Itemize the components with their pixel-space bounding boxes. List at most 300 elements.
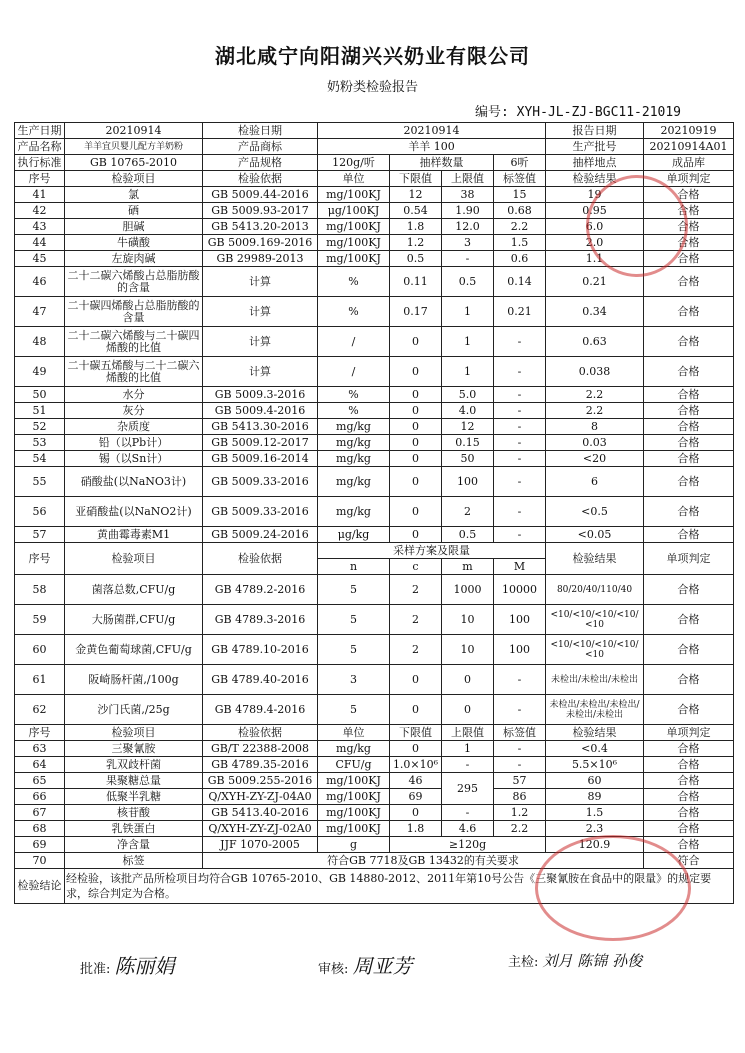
table-cell: 合格 — [644, 327, 734, 357]
table-cell: 68 — [15, 821, 65, 837]
label-sample-location: 抽样地点 — [546, 155, 644, 171]
column-header: 单项判定 — [644, 725, 734, 741]
table-cell: GB 5009.44-2016 — [203, 187, 318, 203]
table-cell: 水分 — [65, 387, 203, 403]
table-cell: 100 — [494, 635, 546, 665]
table-cell: 55 — [15, 467, 65, 497]
table-cell: 1000 — [442, 575, 494, 605]
merged-upper-limit: 295 — [442, 773, 494, 805]
table-cell: / — [318, 357, 390, 387]
table-cell: 合格 — [644, 605, 734, 635]
table-cell: mg/100KJ — [318, 805, 390, 821]
table-cell: 未检出/未检出/未检出 — [546, 665, 644, 695]
spec: 120g/听 — [318, 155, 390, 171]
table-cell: 12 — [390, 187, 442, 203]
inspect-label: 主检: — [508, 955, 539, 970]
table-cell: 65 — [15, 773, 65, 789]
column-header: 上限值 — [442, 171, 494, 187]
table-cell: 0.5 — [442, 527, 494, 543]
column-header: 检验结果 — [546, 171, 644, 187]
section3-header — [15, 725, 734, 741]
column-header: m — [442, 559, 494, 575]
table-cell: 计算 — [203, 297, 318, 327]
table-row — [15, 665, 734, 695]
column-header: 检验结果 — [546, 725, 644, 741]
table-cell: 0.14 — [494, 267, 546, 297]
table-cell: 杂质度 — [65, 419, 203, 435]
table-cell: 合格 — [644, 267, 734, 297]
table-cell: - — [494, 387, 546, 403]
table-row — [15, 387, 734, 403]
table-cell: 硒 — [65, 203, 203, 219]
table-cell: 合格 — [644, 757, 734, 773]
column-header: 单项判定 — [644, 171, 734, 187]
table-cell: 0.63 — [546, 327, 644, 357]
table-cell: 0.34 — [546, 297, 644, 327]
table-cell: mg/100KJ — [318, 235, 390, 251]
conclusion-text: 经检验，该批产品所检项目均符合GB 10765-2010、GB 14880-2012、2011年第10号公告《三聚氰胺在食品中的限量》的规定要求，综合判定为合格。 — [65, 869, 734, 904]
table-cell: 5 — [318, 635, 390, 665]
table-cell: 70 — [15, 853, 65, 869]
table-cell: 净含量 — [65, 837, 203, 853]
table-row — [15, 419, 734, 435]
table-cell: 合格 — [644, 467, 734, 497]
table-cell: 2 — [390, 635, 442, 665]
table-cell: 89 — [546, 789, 644, 805]
table-cell: 合格 — [644, 665, 734, 695]
table-cell: 5.0 — [442, 387, 494, 403]
table-row — [15, 635, 734, 665]
table-cell: mg/100KJ — [318, 219, 390, 235]
table-cell: 计算 — [203, 267, 318, 297]
company-stamp-bottom — [535, 835, 691, 941]
table-cell: 阪崎肠杆菌,/100g — [65, 665, 203, 695]
table-cell: mg/100KJ — [318, 821, 390, 837]
table-cell: % — [318, 297, 390, 327]
table-cell: - — [494, 741, 546, 757]
column-header: 单位 — [318, 171, 390, 187]
table-cell: 1.1 — [546, 251, 644, 267]
table-cell: 氯 — [65, 187, 203, 203]
table-cell: 51 — [15, 403, 65, 419]
table-cell: 合格 — [644, 251, 734, 267]
column-header: 标签值 — [494, 725, 546, 741]
table-cell: GB 5009.33-2016 — [203, 497, 318, 527]
table-cell: - — [494, 497, 546, 527]
table-cell: - — [494, 757, 546, 773]
table-cell: 0 — [390, 665, 442, 695]
table-cell: 合格 — [644, 297, 734, 327]
label-inspection-date: 检验日期 — [203, 123, 318, 139]
product-name: 羊羊宜贝婴儿配方羊奶粉 — [65, 139, 203, 155]
table-row — [15, 327, 734, 357]
table-cell: - — [494, 357, 546, 387]
table-cell: 120.9 — [546, 837, 644, 853]
table-cell: 44 — [15, 235, 65, 251]
table-cell: - — [442, 757, 494, 773]
table-cell: GB 5413.20-2013 — [203, 219, 318, 235]
table-cell: - — [494, 403, 546, 419]
table-cell: 56 — [15, 497, 65, 527]
table-cell: % — [318, 267, 390, 297]
table-cell: 菌落总数,CFU/g — [65, 575, 203, 605]
table-cell: 合格 — [644, 235, 734, 251]
table-cell: - — [494, 665, 546, 695]
table-cell: 60 — [15, 635, 65, 665]
report-date: 20210919 — [644, 123, 734, 139]
column-header: 检验项目 — [65, 171, 203, 187]
table-cell: - — [494, 435, 546, 451]
table-cell: 合格 — [644, 837, 734, 853]
table-cell: GB 5009.93-2017 — [203, 203, 318, 219]
net-content-limit: ≥120g — [390, 837, 546, 853]
table-cell: 19 — [546, 187, 644, 203]
table-cell: 2.2 — [494, 219, 546, 235]
table-cell: 46 — [15, 267, 65, 297]
table-cell: 0 — [442, 665, 494, 695]
table-cell: GB 5009.169-2016 — [203, 235, 318, 251]
table-cell: 2.2 — [494, 821, 546, 837]
table-cell: mg/kg — [318, 419, 390, 435]
sample-qty: 6听 — [494, 155, 546, 171]
label-trademark: 产品商标 — [203, 139, 318, 155]
table-cell: % — [318, 403, 390, 419]
table-cell: 6.0 — [546, 219, 644, 235]
table-cell: 0.15 — [442, 435, 494, 451]
conclusion-label: 检验结论 — [15, 869, 65, 904]
table-row — [15, 403, 734, 419]
column-header: 序号 — [15, 543, 65, 575]
label-batch-no: 生产批号 — [546, 139, 644, 155]
table-row — [15, 527, 734, 543]
table-cell: 3 — [442, 235, 494, 251]
table-cell: 80/20/40/110/40 — [546, 575, 644, 605]
table-cell: 硝酸盐(以NaNO3计) — [65, 467, 203, 497]
table-cell: 标签 — [65, 853, 203, 869]
table-cell: 1.5 — [546, 805, 644, 821]
table-cell: 0.5 — [442, 267, 494, 297]
table-cell: mg/100KJ — [318, 789, 390, 805]
table-cell: 二十二碳六烯酸与二十碳四烯酸的比值 — [65, 327, 203, 357]
table-cell: 0 — [390, 695, 442, 725]
column-header: 检验项目 — [65, 725, 203, 741]
table-cell: 47 — [15, 297, 65, 327]
table-row — [15, 821, 734, 837]
table-cell: 6 — [546, 467, 644, 497]
table-cell: mg/100KJ — [318, 187, 390, 203]
table-cell: - — [494, 527, 546, 543]
table-cell: 57 — [15, 527, 65, 543]
label-production-date: 生产日期 — [15, 123, 65, 139]
table-cell: 0.5 — [390, 251, 442, 267]
table-cell: 果聚糖总量 — [65, 773, 203, 789]
table-cell: 12 — [442, 419, 494, 435]
table-cell: GB 4789.40-2016 — [203, 665, 318, 695]
table-cell: 5 — [318, 575, 390, 605]
table-cell: 合格 — [644, 187, 734, 203]
table-cell: 10 — [442, 635, 494, 665]
table-cell: 53 — [15, 435, 65, 451]
table-cell: <20 — [546, 451, 644, 467]
table-cell: 未检出/未检出/未检出/未检出/未检出 — [546, 695, 644, 725]
table-cell: 合格 — [644, 575, 734, 605]
inspect-name: 刘月 陈锦 孙俊 — [542, 952, 643, 970]
table-cell: 0 — [390, 357, 442, 387]
table-cell: 1.5 — [494, 235, 546, 251]
column-header: M — [494, 559, 546, 575]
table-cell: 0 — [390, 327, 442, 357]
table-cell: % — [318, 387, 390, 403]
table-cell: 50 — [15, 387, 65, 403]
column-header: n — [318, 559, 390, 575]
table-cell: 0.03 — [546, 435, 644, 451]
table-cell: GB 5413.40-2016 — [203, 805, 318, 821]
report-title: 奶粉类检验报告 — [326, 80, 418, 95]
table-cell: 100 — [442, 467, 494, 497]
column-header: c — [390, 559, 442, 575]
table-cell: 10 — [442, 605, 494, 635]
info-row-2 — [15, 139, 734, 155]
table-cell: 38 — [442, 187, 494, 203]
table-cell: 合格 — [644, 821, 734, 837]
table-cell: 3 — [318, 665, 390, 695]
table-cell: 符合 — [644, 853, 734, 869]
table-cell: mg/kg — [318, 467, 390, 497]
table-cell: 59 — [15, 605, 65, 635]
table-cell: 1 — [442, 357, 494, 387]
table-cell: 54 — [15, 451, 65, 467]
table-cell: GB 29989-2013 — [203, 251, 318, 267]
column-header: 检验依据 — [203, 725, 318, 741]
table-row — [15, 297, 734, 327]
table-cell: Q/XYH-ZY-ZJ-02A0 — [203, 821, 318, 837]
table-cell: 0.54 — [390, 203, 442, 219]
table-cell: mg/100KJ — [318, 251, 390, 267]
table-cell: 86 — [494, 789, 546, 805]
table-cell: 0.21 — [494, 297, 546, 327]
table-cell: 合格 — [644, 387, 734, 403]
table-cell: 5 — [318, 695, 390, 725]
table-cell: 2 — [442, 497, 494, 527]
table-cell: mg/100KJ — [318, 773, 390, 789]
table-cell: 二十碳四烯酸占总脂肪酸的含量 — [65, 297, 203, 327]
table-cell: 69 — [15, 837, 65, 853]
table-cell: 61 — [15, 665, 65, 695]
table-cell: 黄曲霉毒素M1 — [65, 527, 203, 543]
table-cell: 1.90 — [442, 203, 494, 219]
column-header: 检验依据 — [203, 171, 318, 187]
table-cell: 合格 — [644, 635, 734, 665]
table-cell: 合格 — [644, 789, 734, 805]
info-row-3 — [15, 155, 734, 171]
table-cell: 沙门氏菌,/25g — [65, 695, 203, 725]
table-cell: / — [318, 327, 390, 357]
production-date: 20210914 — [65, 123, 203, 139]
table-cell: 5 — [318, 605, 390, 635]
table-cell: 2 — [390, 575, 442, 605]
table-cell: - — [442, 805, 494, 821]
label-standard: 执行标准 — [15, 155, 65, 171]
table-row — [15, 695, 734, 725]
table-cell: 1.8 — [390, 821, 442, 837]
table-cell: 金黄色葡萄球菌,CFU/g — [65, 635, 203, 665]
table-cell: GB 4789.4-2016 — [203, 695, 318, 725]
table-cell: 0 — [390, 467, 442, 497]
table-cell: mg/kg — [318, 435, 390, 451]
label-product-name: 产品名称 — [15, 139, 65, 155]
table-cell: 合格 — [644, 419, 734, 435]
label-report-date: 报告日期 — [546, 123, 644, 139]
table-cell: CFU/g — [318, 757, 390, 773]
table-row — [15, 789, 734, 805]
table-cell: GB 5009.33-2016 — [203, 467, 318, 497]
table-row — [15, 451, 734, 467]
table-cell: 67 — [15, 805, 65, 821]
table-cell: 合格 — [644, 451, 734, 467]
table-cell: 0 — [390, 527, 442, 543]
table-cell: μg/100KJ — [318, 203, 390, 219]
column-header: 下限值 — [390, 725, 442, 741]
table-cell: 合格 — [644, 805, 734, 821]
table-cell: 合格 — [644, 741, 734, 757]
table-cell: 60 — [546, 773, 644, 789]
table-cell: 合格 — [644, 403, 734, 419]
table-cell: 57 — [494, 773, 546, 789]
company-name: 湖北咸宁向阳湖兴兴奶业有限公司 — [215, 44, 530, 68]
table-cell: 胆碱 — [65, 219, 203, 235]
table-cell: JJF 1070-2005 — [203, 837, 318, 853]
table-cell: 52 — [15, 419, 65, 435]
table-row — [15, 805, 734, 821]
review-label: 审核: — [318, 962, 349, 977]
column-header: 上限值 — [442, 725, 494, 741]
table-cell: 左旋肉碱 — [65, 251, 203, 267]
table-cell: 1.8 — [390, 219, 442, 235]
table-cell: 合格 — [644, 497, 734, 527]
table-cell: <0.4 — [546, 741, 644, 757]
table-cell: 0.6 — [494, 251, 546, 267]
table-cell: 1 — [442, 741, 494, 757]
approve-signature — [80, 950, 175, 979]
table-cell: 43 — [15, 219, 65, 235]
column-header: 序号 — [15, 725, 65, 741]
table-cell: 4.6 — [442, 821, 494, 837]
table-cell: 亚硝酸盐(以NaNO2计) — [65, 497, 203, 527]
column-header: 下限值 — [390, 171, 442, 187]
table-cell: 三聚氰胺 — [65, 741, 203, 757]
table-cell: g — [318, 837, 390, 853]
inspect-signature — [508, 950, 642, 971]
table-cell: 二十碳五烯酸与二十二碳六烯酸的比值 — [65, 357, 203, 387]
table-cell: - — [494, 695, 546, 725]
trademark: 羊羊 100 — [318, 139, 546, 155]
table-cell: GB 4789.2-2016 — [203, 575, 318, 605]
report-number: 编号: XYH-JL-ZJ-BGC11-21019 — [475, 105, 682, 120]
table-cell: 2.2 — [546, 403, 644, 419]
table-cell: 0 — [390, 805, 442, 821]
section2-header — [15, 543, 734, 559]
table-cell: 0 — [390, 741, 442, 757]
table-cell: - — [494, 327, 546, 357]
column-header: 单位 — [318, 725, 390, 741]
table-cell: 乳铁蛋白 — [65, 821, 203, 837]
table-cell: 低聚半乳糖 — [65, 789, 203, 805]
table-cell: 1.0×10⁶ — [390, 757, 442, 773]
table-cell: 50 — [442, 451, 494, 467]
table-cell: 0 — [390, 403, 442, 419]
table-cell: <0.05 — [546, 527, 644, 543]
table-cell: 2 — [390, 605, 442, 635]
table-cell: 牛磺酸 — [65, 235, 203, 251]
table-cell: 合格 — [644, 219, 734, 235]
table-cell: GB 5009.255-2016 — [203, 773, 318, 789]
inspection-date: 20210914 — [318, 123, 546, 139]
table-cell: mg/kg — [318, 497, 390, 527]
column-header: 单项判定 — [644, 543, 734, 575]
table-cell: 大肠菌群,CFU/g — [65, 605, 203, 635]
table-cell: - — [494, 419, 546, 435]
table-cell: 1.2 — [390, 235, 442, 251]
table-cell: 铅（以Pb计） — [65, 435, 203, 451]
table-cell: 4.0 — [442, 403, 494, 419]
column-header: 标签值 — [494, 171, 546, 187]
column-header: 采样方案及限量 — [318, 543, 546, 559]
table-cell: GB 5009.3-2016 — [203, 387, 318, 403]
table-cell: 49 — [15, 357, 65, 387]
table-cell: <10/<10/<10/<10/<10 — [546, 635, 644, 665]
table-cell: 69 — [390, 789, 442, 805]
table-cell: mg/kg — [318, 741, 390, 757]
table-cell: GB 5009.4-2016 — [203, 403, 318, 419]
table-cell: 2.0 — [546, 235, 644, 251]
table-cell: 0 — [390, 435, 442, 451]
table-cell: 合格 — [644, 695, 734, 725]
table-cell: - — [442, 251, 494, 267]
table-cell: GB/T 22388-2008 — [203, 741, 318, 757]
table-cell: 41 — [15, 187, 65, 203]
table-cell: 0.95 — [546, 203, 644, 219]
table-cell: mg/kg — [318, 451, 390, 467]
table-row — [15, 605, 734, 635]
table-cell: 64 — [15, 757, 65, 773]
table-cell: - — [494, 451, 546, 467]
table-row — [15, 773, 734, 789]
table-cell: 计算 — [203, 357, 318, 387]
sample-location: 成品库 — [644, 155, 734, 171]
table-cell: GB 4789.10-2016 — [203, 635, 318, 665]
table-cell: 45 — [15, 251, 65, 267]
table-cell: 42 — [15, 203, 65, 219]
table-cell: 5.5×10⁶ — [546, 757, 644, 773]
table-cell: 0 — [390, 419, 442, 435]
table-cell: 核苷酸 — [65, 805, 203, 821]
table-cell: 2.3 — [546, 821, 644, 837]
table-cell: - — [494, 467, 546, 497]
table-cell: 15 — [494, 187, 546, 203]
table-cell: 二十二碳六烯酸占总脂肪酸的含量 — [65, 267, 203, 297]
review-name: 周亚芳 — [352, 954, 413, 978]
table-row — [15, 467, 734, 497]
table-cell: 12.0 — [442, 219, 494, 235]
table-row — [15, 357, 734, 387]
table-cell: GB 5009.16-2014 — [203, 451, 318, 467]
table-cell: 计算 — [203, 327, 318, 357]
table-cell: 1 — [442, 327, 494, 357]
table-cell: GB 5009.12-2017 — [203, 435, 318, 451]
table-cell: 0.11 — [390, 267, 442, 297]
table-cell: 合格 — [644, 357, 734, 387]
info-row-1 — [15, 123, 734, 139]
